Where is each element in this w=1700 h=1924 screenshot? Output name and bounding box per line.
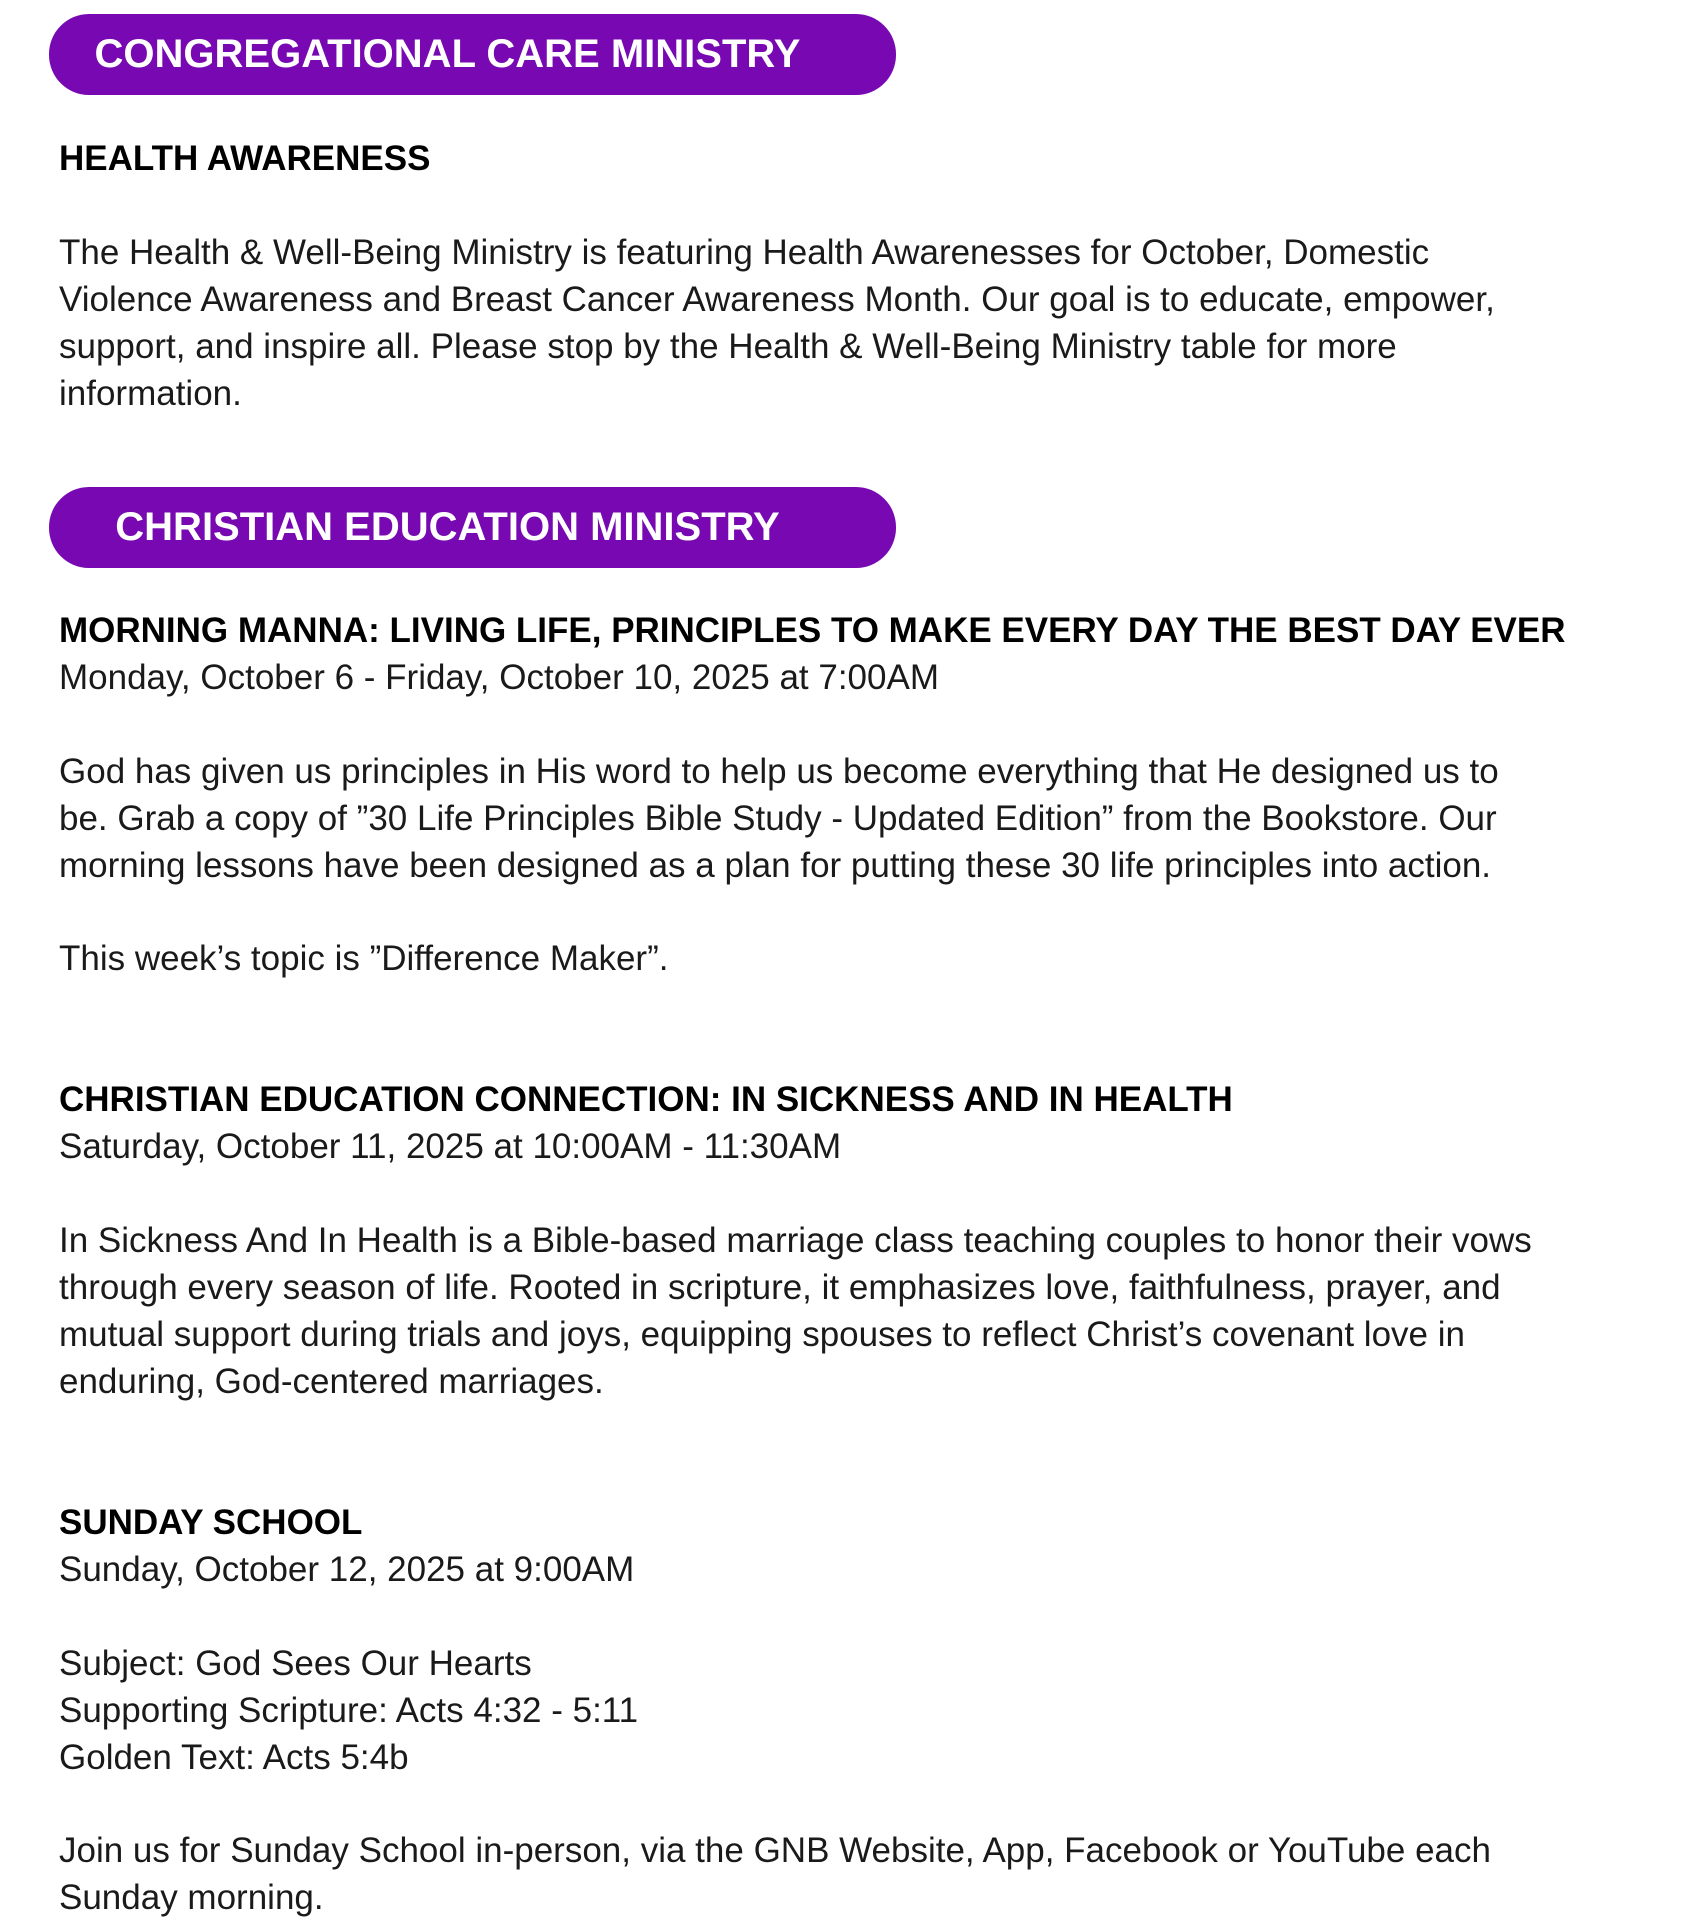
health-awareness-title: HEALTH AWARENESS [59, 139, 431, 178]
congregational-care-banner: CONGREGATIONAL CARE MINISTRY [49, 14, 896, 95]
christian-education-banner: CHRISTIAN EDUCATION MINISTRY [49, 487, 896, 568]
ce-connection-date: Saturday, October 11, 2025 at 10:00AM - 11:30AM [59, 1127, 842, 1166]
sunday-school-date: Sunday, October 12, 2025 at 9:00AM [59, 1550, 635, 1589]
morning-manna-body [59, 748, 1659, 889]
ce-connection-body [59, 1217, 1659, 1405]
sunday-line-1: Join us for Sunday School in-person, via the GNB Website, App, Facebook or YouTube each [59, 1831, 1491, 1870]
morning-manna-topic: This week’s topic is ”Difference Maker”. [59, 939, 669, 978]
sunday-school-scripture: Supporting Scripture: Acts 4:32 - 5:11 [59, 1691, 639, 1730]
sunday-school-section [59, 1499, 1659, 1593]
manna-line-3: morning lessons have been designed as a plan for putting these 30 life principles into action. [59, 846, 1492, 885]
health-line-1: The Health & Well-Being Ministry is featuring Health Awarenesses for October, Domestic [59, 233, 1430, 272]
morning-manna-date: Monday, October 6 - Friday, October 10, 2025 at 7:00AM [59, 658, 939, 697]
connection-line-2: through every season of life. Rooted in scripture, it emphasizes love, faithfulness, prayer, and [59, 1268, 1501, 1307]
health-line-3: support, and inspire all. Please stop by the Health & Well-Being Ministry table for more [59, 327, 1397, 366]
morning-manna-title: MORNING MANNA: LIVING LIFE, PRINCIPLES TO MAKE EVERY DAY THE BEST DAY EVER [59, 611, 1566, 650]
connection-line-3: mutual support during trials and joys, equipping spouses to reflect Christ’s covenant love in [59, 1315, 1465, 1354]
sunday-school-title: SUNDAY SCHOOL [59, 1503, 363, 1542]
morning-manna-section [59, 607, 1659, 701]
ce-connection-section [59, 1076, 1659, 1170]
ce-connection-title: CHRISTIAN EDUCATION CONNECTION: IN SICKNESS AND IN HEALTH [59, 1080, 1233, 1119]
sunday-school-body [59, 1827, 1659, 1921]
sunday-school-golden-text: Golden Text: Acts 5:4b [59, 1738, 409, 1777]
health-line-2: Violence Awareness and Breast Cancer Awareness Month. Our goal is to educate, empower, [59, 280, 1495, 319]
connection-line-4: enduring, God-centered marriages. [59, 1362, 604, 1401]
connection-line-1: In Sickness And In Health is a Bible-based marriage class teaching couples to honor their vows [59, 1221, 1532, 1260]
morning-manna-topic-block [59, 935, 1659, 982]
manna-line-2: be. Grab a copy of ”30 Life Principles Bible Study - Updated Edition” from the Bookstore. Our [59, 799, 1497, 838]
health-awareness-body [59, 229, 1659, 417]
sunday-school-subject: Subject: God Sees Our Hearts [59, 1644, 532, 1683]
health-line-4: information. [59, 374, 242, 413]
sunday-school-details [59, 1640, 1659, 1781]
health-awareness-section [59, 135, 1659, 182]
manna-line-1: God has given us principles in His word to help us become everything that He designed us to [59, 752, 1499, 791]
sunday-line-2: Sunday morning. [59, 1878, 324, 1917]
